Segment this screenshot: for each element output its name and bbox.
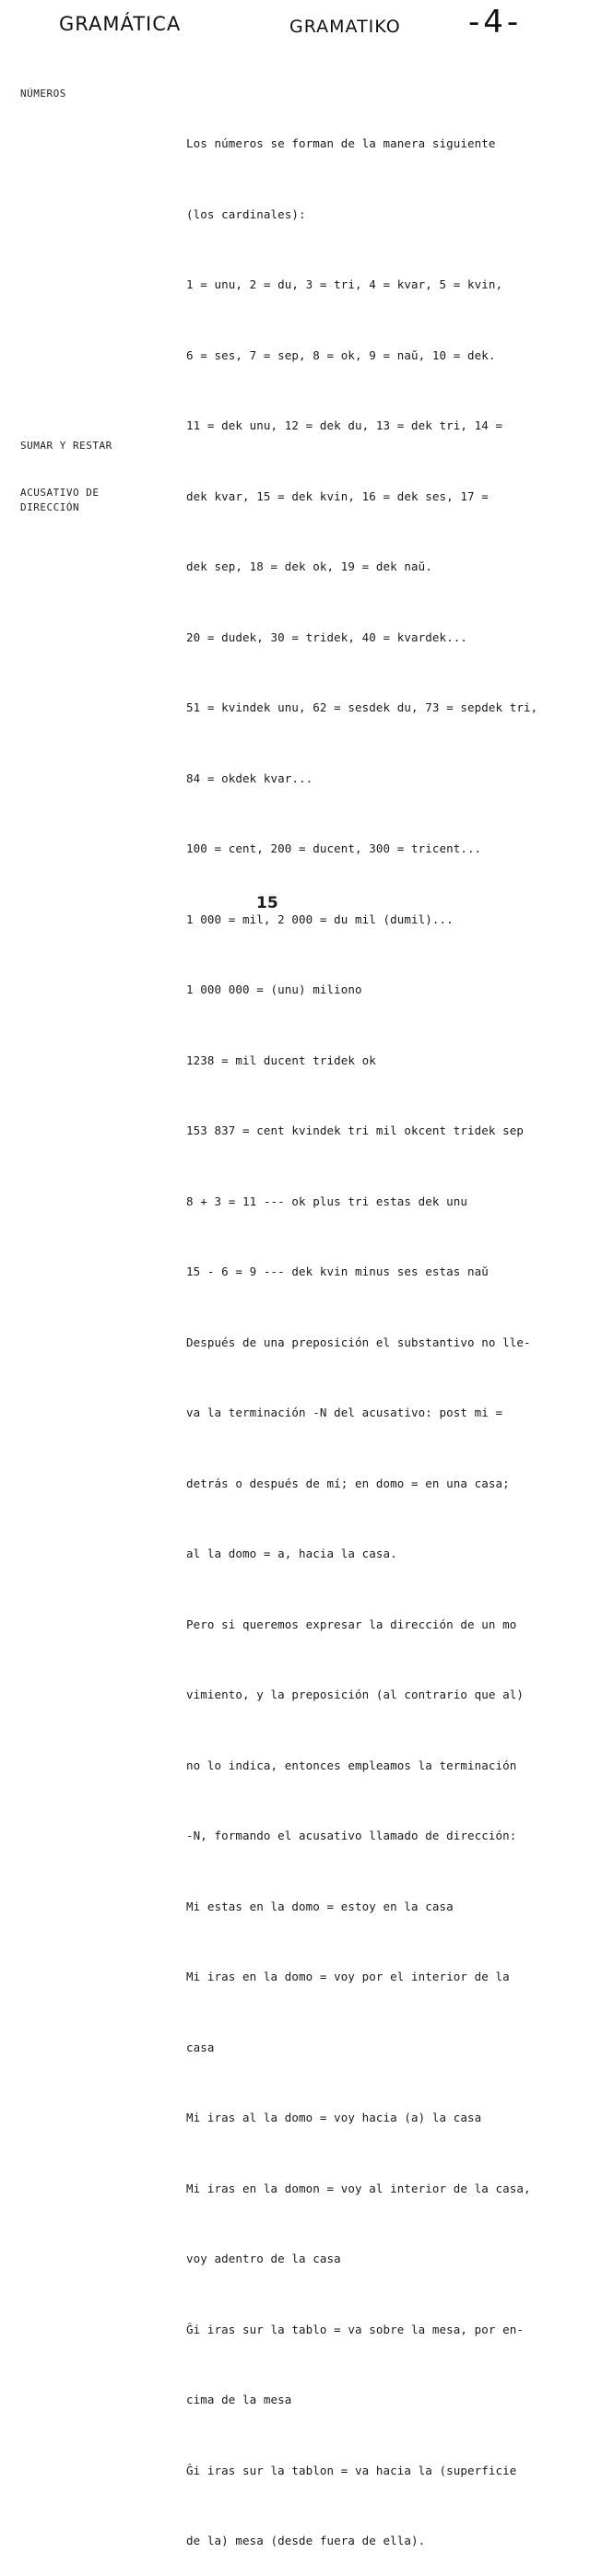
text-line: al la domo = a, hacia la casa. bbox=[186, 1547, 397, 1560]
text-line: cima de la mesa bbox=[186, 2393, 292, 2406]
text-line: dek kvar, 15 = dek kvin, 16 = dek ses, 17 = bbox=[186, 488, 489, 503]
page-number: 15 bbox=[256, 894, 278, 912]
section-label-acusativo-line2: DIRECCIÓN bbox=[20, 501, 80, 513]
text-line: de la) mesa (desde fuera de ella). bbox=[186, 2534, 426, 2547]
text-line: Ĝi iras sur la tablo = va sobre la mesa, por en- bbox=[186, 2322, 525, 2336]
text-line: (los cardinales): bbox=[186, 206, 306, 221]
text-line: 20 = dudek, 30 = tridek, 40 = kvardek... bbox=[186, 629, 468, 644]
section-label-numeros: NÚMEROS bbox=[20, 88, 66, 100]
text-line: -N, formando el acusativo llamado de dirección: bbox=[186, 1829, 517, 1842]
section-label-acusativo bbox=[20, 486, 99, 515]
section-label-acusativo-line1: ACUSATIVO DE bbox=[20, 487, 100, 499]
text-line: Mi iras en la domo = voy por el interior de la bbox=[186, 1970, 510, 1983]
text-line: 6 = ses, 7 = sep, 8 = ok, 9 = naŭ, 10 = dek. bbox=[186, 347, 496, 362]
text-line: 51 = kvindek unu, 62 = sesdek du, 73 = sepdek tri, bbox=[186, 700, 538, 714]
text-line: 84 = okdek kvar... bbox=[186, 770, 313, 785]
text-line: Pero si queremos expresar la dirección de un mo bbox=[186, 1617, 517, 1631]
text-line: vimiento, y la preposición (al contrario que al) bbox=[186, 1688, 525, 1701]
text-line: 1 = unu, 2 = du, 3 = tri, 4 = kvar, 5 = kvin, bbox=[186, 277, 503, 291]
text-line: 8 + 3 = 11 --- ok plus tri estas dek unu bbox=[186, 1194, 468, 1208]
text-line: no lo indica, entonces empleamos la terminación bbox=[186, 1758, 517, 1772]
text-line: detrás o después de mí; en domo = en una casa; bbox=[186, 1476, 510, 1490]
header-page-marker: -4- bbox=[468, 4, 523, 41]
text-line: Los números se forman de la manera siguiente bbox=[186, 136, 496, 150]
text-line: 11 = dek unu, 12 = dek du, 13 = dek tri, 14 = bbox=[186, 418, 503, 432]
text-line: dek sep, 18 = dek ok, 19 = dek naŭ. bbox=[186, 559, 432, 573]
text-line: va la terminación -N del acusativo: post mi = bbox=[186, 1406, 503, 1419]
text-line: Después de una preposición el substantivo no lle- bbox=[186, 1335, 531, 1349]
text-line: Mi estas en la domo = estoy en la casa bbox=[186, 1899, 454, 1913]
text-line: 1 000 000 = (unu) miliono bbox=[186, 982, 362, 996]
text-line: 1 000 = mil, 2 000 = du mil (dumil)... bbox=[186, 912, 454, 926]
text-line: Mi iras en la domon = voy al interior de la casa, bbox=[186, 2181, 531, 2195]
text-line: 100 = cent, 200 = ducent, 300 = tricent... bbox=[186, 841, 482, 855]
text-line: 153 837 = cent kvindek tri mil okcent tridek sep bbox=[186, 1123, 525, 1137]
text-line: casa bbox=[186, 2040, 215, 2054]
text-line: Ĝi iras sur la tablon = va hacia la (superficie bbox=[186, 2463, 517, 2477]
text-line: voy adentro de la casa bbox=[186, 2252, 341, 2265]
text-line: 1238 = mil ducent tridek ok bbox=[186, 1053, 376, 1067]
text-line: 15 - 6 = 9 --- dek kvin minus ses estas naŭ bbox=[186, 1264, 489, 1278]
body-text bbox=[186, 85, 588, 2576]
text-line: Mi iras al la domo = voy hacia (a) la casa bbox=[186, 2111, 482, 2124]
section-label-sumar-restar: SUMAR Y RESTAR bbox=[20, 440, 112, 452]
header-gramatiko: GRAMATIKO bbox=[289, 17, 401, 37]
header-gramatica: GRAMÁTICA bbox=[59, 13, 182, 35]
